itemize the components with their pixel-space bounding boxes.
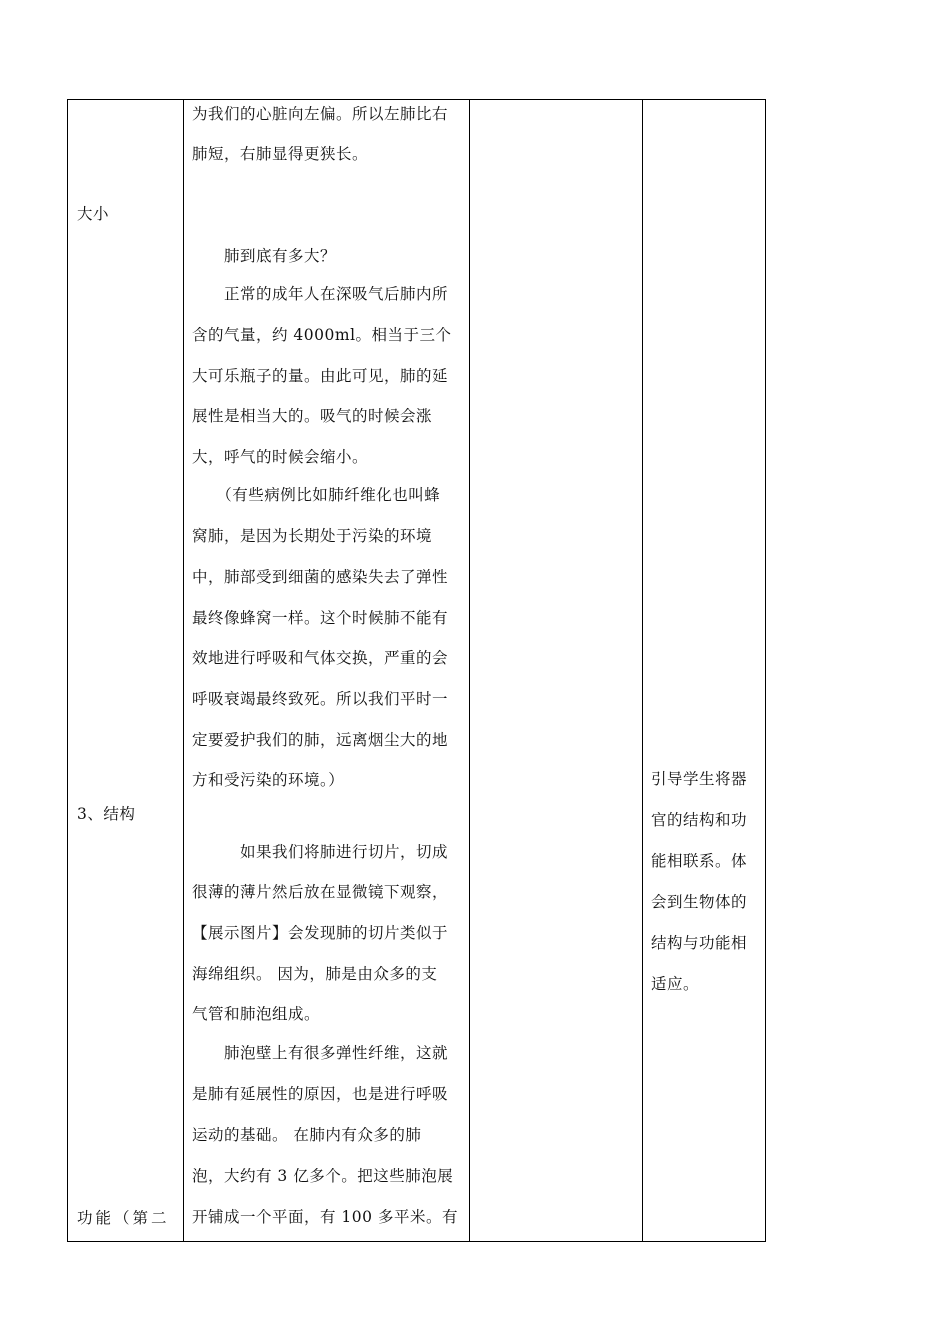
content-line: （有些病例比如肺纤维化也叫蜂 (192, 486, 441, 504)
intent-line: 适应。 (651, 975, 700, 993)
content-line: 肺泡壁上有很多弹性纤维，这就 (192, 1044, 449, 1062)
lesson-table (67, 99, 766, 1242)
content-line: 大，呼气的时候会缩小。 (192, 448, 369, 466)
content-line: 正常的成年人在深吸气后肺内所 (192, 285, 449, 303)
content-line: 为我们的心脏向左偏。所以左肺比右 (192, 105, 449, 123)
content-line: 海绵组织。 因为，肺是由众多的支 (192, 965, 438, 983)
section-label-column (68, 100, 183, 1241)
content-line: 很薄的薄片然后放在显微镜下观察， (192, 883, 449, 901)
label-structure: 3、结构 (77, 805, 136, 823)
content-line: 呼吸衰竭最终致死。所以我们平时一 (192, 690, 449, 708)
content-line: 运动的基础。 在肺内有众多的肺 (192, 1126, 422, 1144)
intent-line: 引导学生将器 (651, 770, 748, 788)
content-line: 窝肺，是因为长期处于污染的环境 (192, 527, 433, 545)
label-function: 功能（第二 (77, 1209, 170, 1227)
intent-line: 结构与功能相 (651, 934, 748, 952)
content-line: 开铺成一个平面，有 100 多平米。有 (192, 1208, 458, 1226)
intent-line: 官的结构和功 (651, 811, 748, 829)
intent-line: 能相联系。体 (651, 852, 748, 870)
content-line: 如果我们将肺进行切片，切成 (192, 843, 449, 861)
content-line: 是肺有延展性的原因，也是进行呼吸 (192, 1085, 449, 1103)
label-size: 大小 (77, 205, 110, 223)
content-line: 肺到底有多大？ (192, 247, 337, 265)
content-line: 肺短，右肺显得更狭长。 (192, 145, 369, 163)
content-line: 大可乐瓶子的量。由此可见，肺的延 (192, 367, 449, 385)
content-line: 【展示图片】会发现肺的切片类似于 (192, 924, 449, 942)
content-line: 展性是相当大的。吸气的时候会涨 (192, 407, 433, 425)
content-line: 气管和肺泡组成。 (192, 1005, 321, 1023)
content-line: 效地进行呼吸和气体交换，严重的会 (192, 649, 449, 667)
content-line: 定要爱护我们的肺，远离烟尘大的地 (192, 731, 449, 749)
empty-column (470, 100, 642, 1241)
content-line: 方和受污染的环境。） (192, 771, 345, 789)
content-line: 含的气量，约 4000ml。相当于三个 (192, 326, 452, 344)
content-line: 最终像蜂窝一样。这个时候肺不能有 (192, 609, 449, 627)
intent-line: 会到生物体的 (651, 893, 748, 911)
content-line: 中，肺部受到细菌的感染失去了弹性 (192, 568, 449, 586)
content-line: 泡，大约有 3 亿多个。把这些肺泡展 (192, 1167, 454, 1185)
intent-column (643, 100, 765, 1241)
content-column (184, 100, 469, 1241)
